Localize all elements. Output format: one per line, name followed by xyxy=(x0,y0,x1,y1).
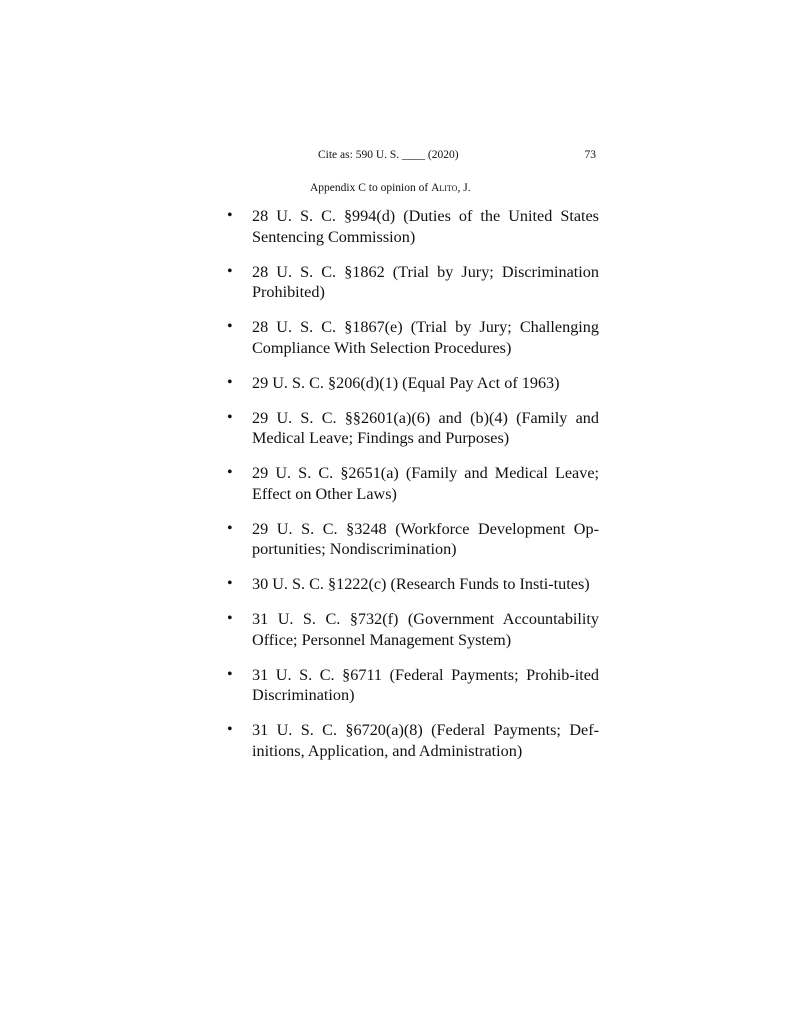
list-item-text: 31 U. S. C. §6720(a)(8) (Federal Payments; Def-initions, Application, and Administration) xyxy=(252,721,599,760)
bullet-icon: • xyxy=(227,373,233,391)
list-item xyxy=(227,463,599,504)
appendix-heading-prefix: Appendix C to opinion of xyxy=(310,182,432,194)
bullet-icon: • xyxy=(227,721,233,738)
bullet-icon: • xyxy=(227,665,233,683)
bullet-icon: • xyxy=(227,610,233,627)
appendix-heading xyxy=(310,182,471,194)
list-item xyxy=(227,609,599,650)
list-item-text: 29 U. S. C. §206(d)(1) (Equal Pay Act of 1963) xyxy=(252,373,560,392)
list-item-text: 31 U. S. C. §6711 (Federal Payments; Prohib-ited Discrimination) xyxy=(252,665,599,704)
list-item-text: 31 U. S. C. §732(f) (Government Accountability Office; Personnel Management System) xyxy=(252,610,599,649)
list-item xyxy=(227,262,599,303)
bullet-icon: • xyxy=(227,464,233,481)
list-item-text: 29 U. S. C. §§2601(a)(6) and (b)(4) (Family and Medical Leave; Findings and Purposes) xyxy=(252,408,599,447)
list-item xyxy=(227,574,599,595)
bullet-icon: • xyxy=(227,519,233,537)
running-head xyxy=(318,149,598,165)
list-item-text: 28 U. S. C. §1862 (Trial by Jury; Discrimination Prohibited) xyxy=(252,262,599,301)
bullet-icon: • xyxy=(227,318,233,335)
list-item xyxy=(227,206,599,247)
citation-header: Cite as: 590 U. S. ____ (2020) xyxy=(318,149,459,161)
bullet-icon: • xyxy=(227,575,233,592)
bullet-icon: • xyxy=(227,408,233,426)
list-item xyxy=(227,720,599,761)
bullet-icon: • xyxy=(227,262,233,280)
list-item-text: 29 U. S. C. §3248 (Workforce Development Op-portunities; Nondiscrimination) xyxy=(252,519,599,558)
list-item-text: 28 U. S. C. §1867(e) (Trial by Jury; Challenging Compliance With Selection Procedures) xyxy=(252,318,599,357)
appendix-heading-justice: Alito xyxy=(431,182,458,194)
list-item-text: 28 U. S. C. §994(d) (Duties of the United States Sentencing Commission) xyxy=(252,207,599,246)
list-item-text: 30 U. S. C. §1222(c) (Research Funds to Insti-tutes) xyxy=(252,575,590,593)
list-item xyxy=(227,408,599,449)
list-item xyxy=(227,665,599,706)
statute-list xyxy=(227,206,599,776)
list-item-text: 29 U. S. C. §2651(a) (Family and Medical Leave; Effect on Other Laws) xyxy=(252,464,599,503)
list-item xyxy=(227,317,599,358)
list-item xyxy=(227,373,599,394)
bullet-icon: • xyxy=(227,207,233,224)
appendix-heading-suffix: , J. xyxy=(457,182,471,194)
page-number: 73 xyxy=(584,149,596,161)
list-item xyxy=(227,519,599,560)
